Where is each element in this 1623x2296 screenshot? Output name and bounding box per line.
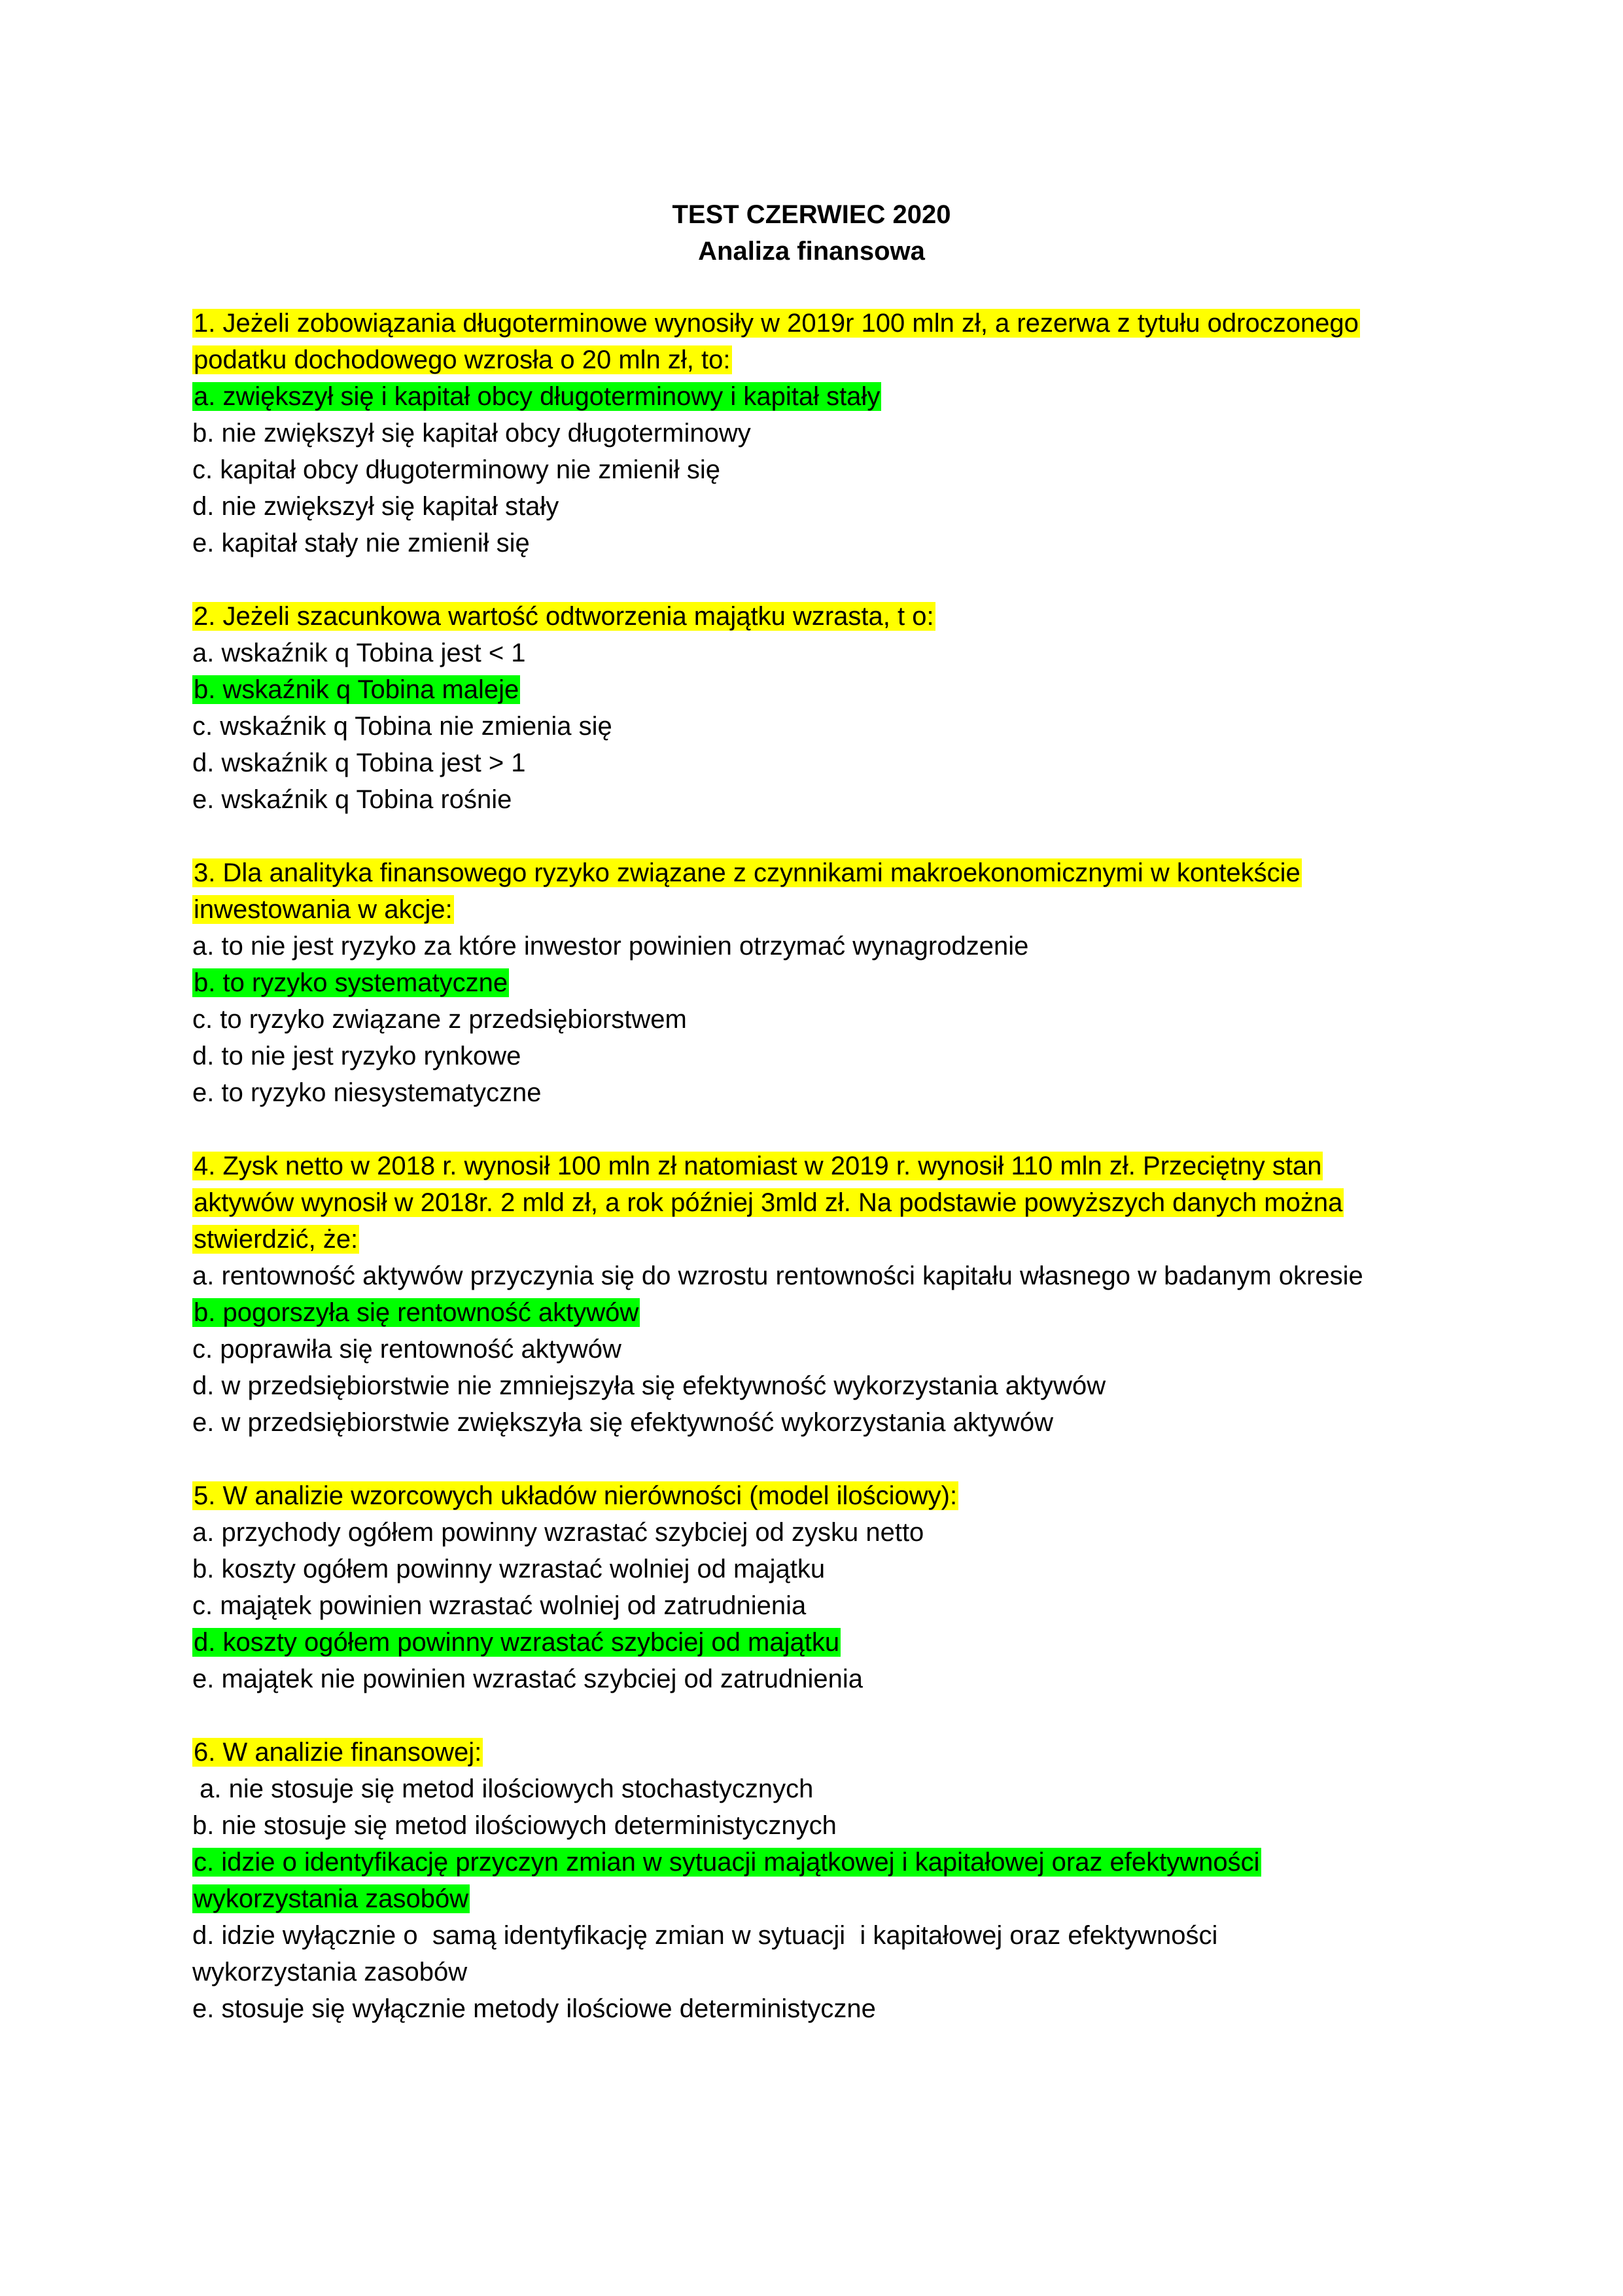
answer-option [192, 525, 1468, 561]
answer-option [192, 451, 1468, 488]
answer-text: e. to ryzyko niesystematyczne [192, 1078, 542, 1107]
answer-text: d. to nie jest ryzyko rynkowe [192, 1042, 521, 1070]
answer-option [192, 1551, 1468, 1587]
question-text: podatku dochodowego wzrosła o 20 mln zł, to: [194, 345, 731, 374]
correct-answer-text: a. zwiększył się i kapitał obcy długoterminowy i kapitał stały [194, 382, 881, 411]
answer-text: d. idzie wyłącznie o samą identyfikację zmian w sytuacji i kapitałowej oraz efektywności [192, 1921, 1218, 1950]
question-text-line [192, 1184, 1468, 1221]
answer-text: c. wskaźnik q Tobina nie zmienia się [192, 712, 612, 741]
answer-text: a. rentowność aktywów przyczynia się do wzrostu rentowności kapitału własnego w badanym okresie [192, 1262, 1363, 1290]
correct-answer-text: d. koszty ogółem powinny wzrastać szybciej od majątku [194, 1628, 840, 1657]
question-text: stwierdzić, że: [194, 1225, 358, 1254]
answer-text: e. stosuje się wyłącznie metody ilościowe deterministyczne [192, 1994, 876, 2023]
answer-text: c. majątek powinien wzrastać wolniej od zatrudnienia [192, 1591, 807, 1620]
answer-option [192, 1661, 1468, 1697]
answer-text: e. wskaźnik q Tobina rośnie [192, 785, 512, 814]
question-text-line [192, 1734, 1468, 1771]
question-text-line [192, 342, 1468, 378]
question-text: 3. Dla analityka finansowego ryzyko związane z czynnikami makroekonomicznymi w kontekście [194, 858, 1300, 887]
answer-option [192, 1771, 1468, 1807]
question-text: 4. Zysk netto w 2018 r. wynosił 100 mln zł natomiast w 2019 r. wynosił 110 mln zł. Przeciętny stan [194, 1152, 1322, 1180]
answer-text: d. nie zwiększył się kapitał stały [192, 492, 559, 521]
correct-answer-text: b. to ryzyko systematyczne [194, 968, 508, 997]
answer-option [192, 1954, 1468, 1990]
answer-option [192, 1258, 1468, 1294]
answer-text: c. to ryzyko związane z przedsiębiorstwem [192, 1005, 687, 1034]
question-text: inwestowania w akcje: [194, 895, 453, 924]
answer-text: d. w przedsiębiorstwie nie zmniejszyła się efektywność wykorzystania aktywów [192, 1371, 1106, 1400]
answer-option [192, 928, 1468, 964]
answer-text: e. majątek nie powinien wzrastać szybciej od zatrudnienia [192, 1665, 863, 1693]
answer-option [192, 1331, 1468, 1368]
question-text-line [192, 305, 1468, 342]
answer-option [192, 1074, 1468, 1111]
answer-text: a. to nie jest ryzyko za które inwestor powinien otrzymać wynagrodzenie [192, 932, 1029, 961]
question-text: 2. Jeżeli szacunkowa wartość odtworzenia majątku wzrasta, t o: [194, 602, 934, 631]
answer-text: a. przychody ogółem powinny wzrastać szybciej od zysku netto [192, 1518, 924, 1547]
answer-option [192, 1514, 1468, 1551]
answer-option [192, 415, 1468, 451]
question-text: 1. Jeżeli zobowiązania długoterminowe wynosiły w 2019r 100 mln zł, a rezerwa z tytułu odroczonego [194, 309, 1359, 338]
answer-option [192, 1587, 1468, 1624]
correct-answer-option [192, 1624, 1468, 1661]
question-5 [192, 1477, 1468, 1697]
document-subtitle: Analiza finansowa [698, 237, 925, 266]
answer-option [192, 1001, 1468, 1038]
answer-text: c. kapitał obcy długoterminowy nie zmienił się [192, 455, 721, 484]
answer-option [192, 708, 1468, 745]
correct-answer-text: b. pogorszyła się rentowność aktywów [194, 1298, 639, 1327]
answer-text: wykorzystania zasobów [192, 1958, 468, 1987]
answer-text: b. nie stosuje się metod ilościowych deterministycznych [192, 1811, 837, 1840]
question-text-line [192, 1477, 1468, 1514]
correct-answer-option [192, 964, 1468, 1001]
answer-option [192, 488, 1468, 525]
correct-answer-option [192, 671, 1468, 708]
document-title: TEST CZERWIEC 2020 [672, 200, 951, 229]
question-text-line [192, 1148, 1468, 1184]
question-6 [192, 1734, 1468, 2027]
correct-answer-option [192, 1881, 1468, 1917]
questions-list [192, 305, 1468, 2064]
answer-text: d. wskaźnik q Tobina jest > 1 [192, 749, 526, 777]
answer-option [192, 635, 1468, 671]
question-text: aktywów wynosił w 2018r. 2 mld zł, a rok później 3mld zł. Na podstawie powyższych danych można [194, 1188, 1343, 1217]
question-text: 6. W analizie finansowej: [194, 1738, 482, 1767]
answer-text: a. nie stosuje się metod ilościowych stochastycznych [192, 1775, 814, 1803]
answer-text: e. w przedsiębiorstwie zwiększyła się efektywność wykorzystania aktywów [192, 1408, 1054, 1437]
correct-answer-option [192, 378, 1468, 415]
question-text-line [192, 598, 1468, 635]
answer-text: c. poprawiła się rentowność aktywów [192, 1335, 621, 1364]
answer-option [192, 1404, 1468, 1441]
correct-answer-option [192, 1294, 1468, 1331]
question-text-line [192, 1221, 1468, 1258]
correct-answer-option [192, 1844, 1468, 1881]
question-text-line [192, 855, 1468, 891]
answer-text: a. wskaźnik q Tobina jest < 1 [192, 639, 526, 667]
answer-text: b. nie zwiększył się kapitał obcy długoterminowy [192, 419, 751, 448]
title-block [0, 196, 1623, 270]
answer-option [192, 1917, 1468, 1954]
question-2 [192, 598, 1468, 818]
answer-option [192, 781, 1468, 818]
question-1 [192, 305, 1468, 561]
answer-text: b. koszty ogółem powinny wzrastać wolniej od majątku [192, 1555, 826, 1583]
question-text: 5. W analizie wzorcowych układów nierówności (model ilościowy): [194, 1481, 958, 1510]
answer-text: e. kapitał stały nie zmienił się [192, 529, 530, 557]
correct-answer-text: c. idzie o identyfikację przyczyn zmian w sytuacji majątkowej i kapitałowej oraz efektywności [194, 1848, 1260, 1877]
answer-option [192, 1807, 1468, 1844]
answer-option [192, 745, 1468, 781]
question-3 [192, 855, 1468, 1111]
question-text-line [192, 891, 1468, 928]
question-4 [192, 1148, 1468, 1441]
correct-answer-text: wykorzystania zasobów [194, 1884, 469, 1913]
correct-answer-text: b. wskaźnik q Tobina maleje [194, 675, 519, 704]
answer-option [192, 1368, 1468, 1404]
answer-option [192, 1990, 1468, 2027]
answer-option [192, 1038, 1468, 1074]
